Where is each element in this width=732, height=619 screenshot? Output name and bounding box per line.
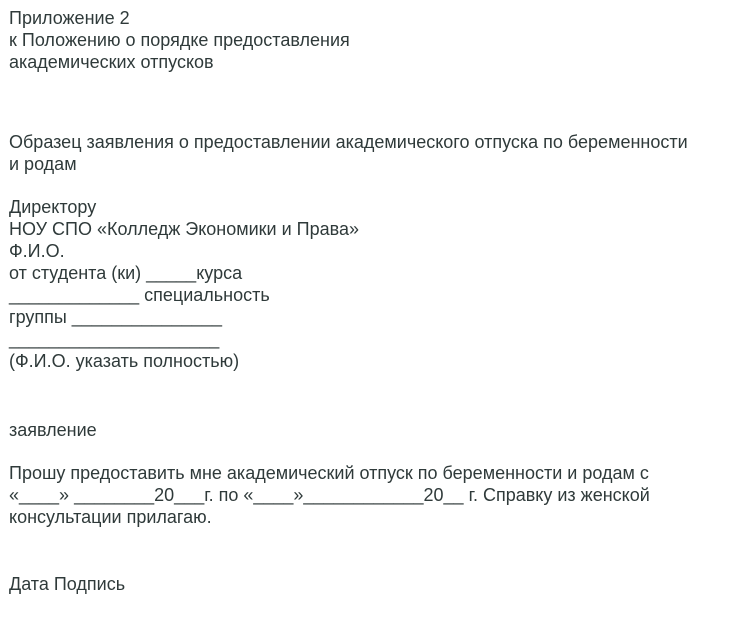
specialty-line: _____________ специальность [9,285,270,305]
student-course-line: от студента (ки) _____курса [9,263,243,283]
document [9,0,724,595]
request-line-3: консультации прилагаю. [9,507,212,527]
addressee-fio: Ф.И.О. [9,241,65,261]
addressee-institution: НОУ СПО «Колледж Экономики и Права» [9,219,359,239]
appendix-line-1: Приложение 2 [9,8,130,28]
statement-word: заявление [9,420,97,440]
student-name-blank: _____________________ [9,329,220,349]
appendix-line-2: к Положению о порядке предоставления [9,30,350,50]
addressee-block [9,196,724,372]
request-body [9,462,724,528]
date-signature: Дата Подпись [9,574,126,594]
document-title [9,131,724,175]
addressee-director: Директору [9,197,97,217]
title-line-2: и родам [9,154,77,174]
statement-heading [9,419,724,441]
request-line-2: «____» ________20___г. по «____»____________20__ г. Справку из женской [9,485,650,505]
appendix-line-3: академических отпусков [9,52,214,72]
signature-block [9,573,724,595]
student-name-hint: (Ф.И.О. указать полностью) [9,351,240,371]
group-line: группы _______________ [9,307,222,327]
appendix-header [9,7,724,73]
title-line-1: Образец заявления о предоставлении академического отпуска по беременности [9,132,688,152]
request-line-1: Прошу предоставить мне академический отпуск по беременности и родам с [9,463,649,483]
